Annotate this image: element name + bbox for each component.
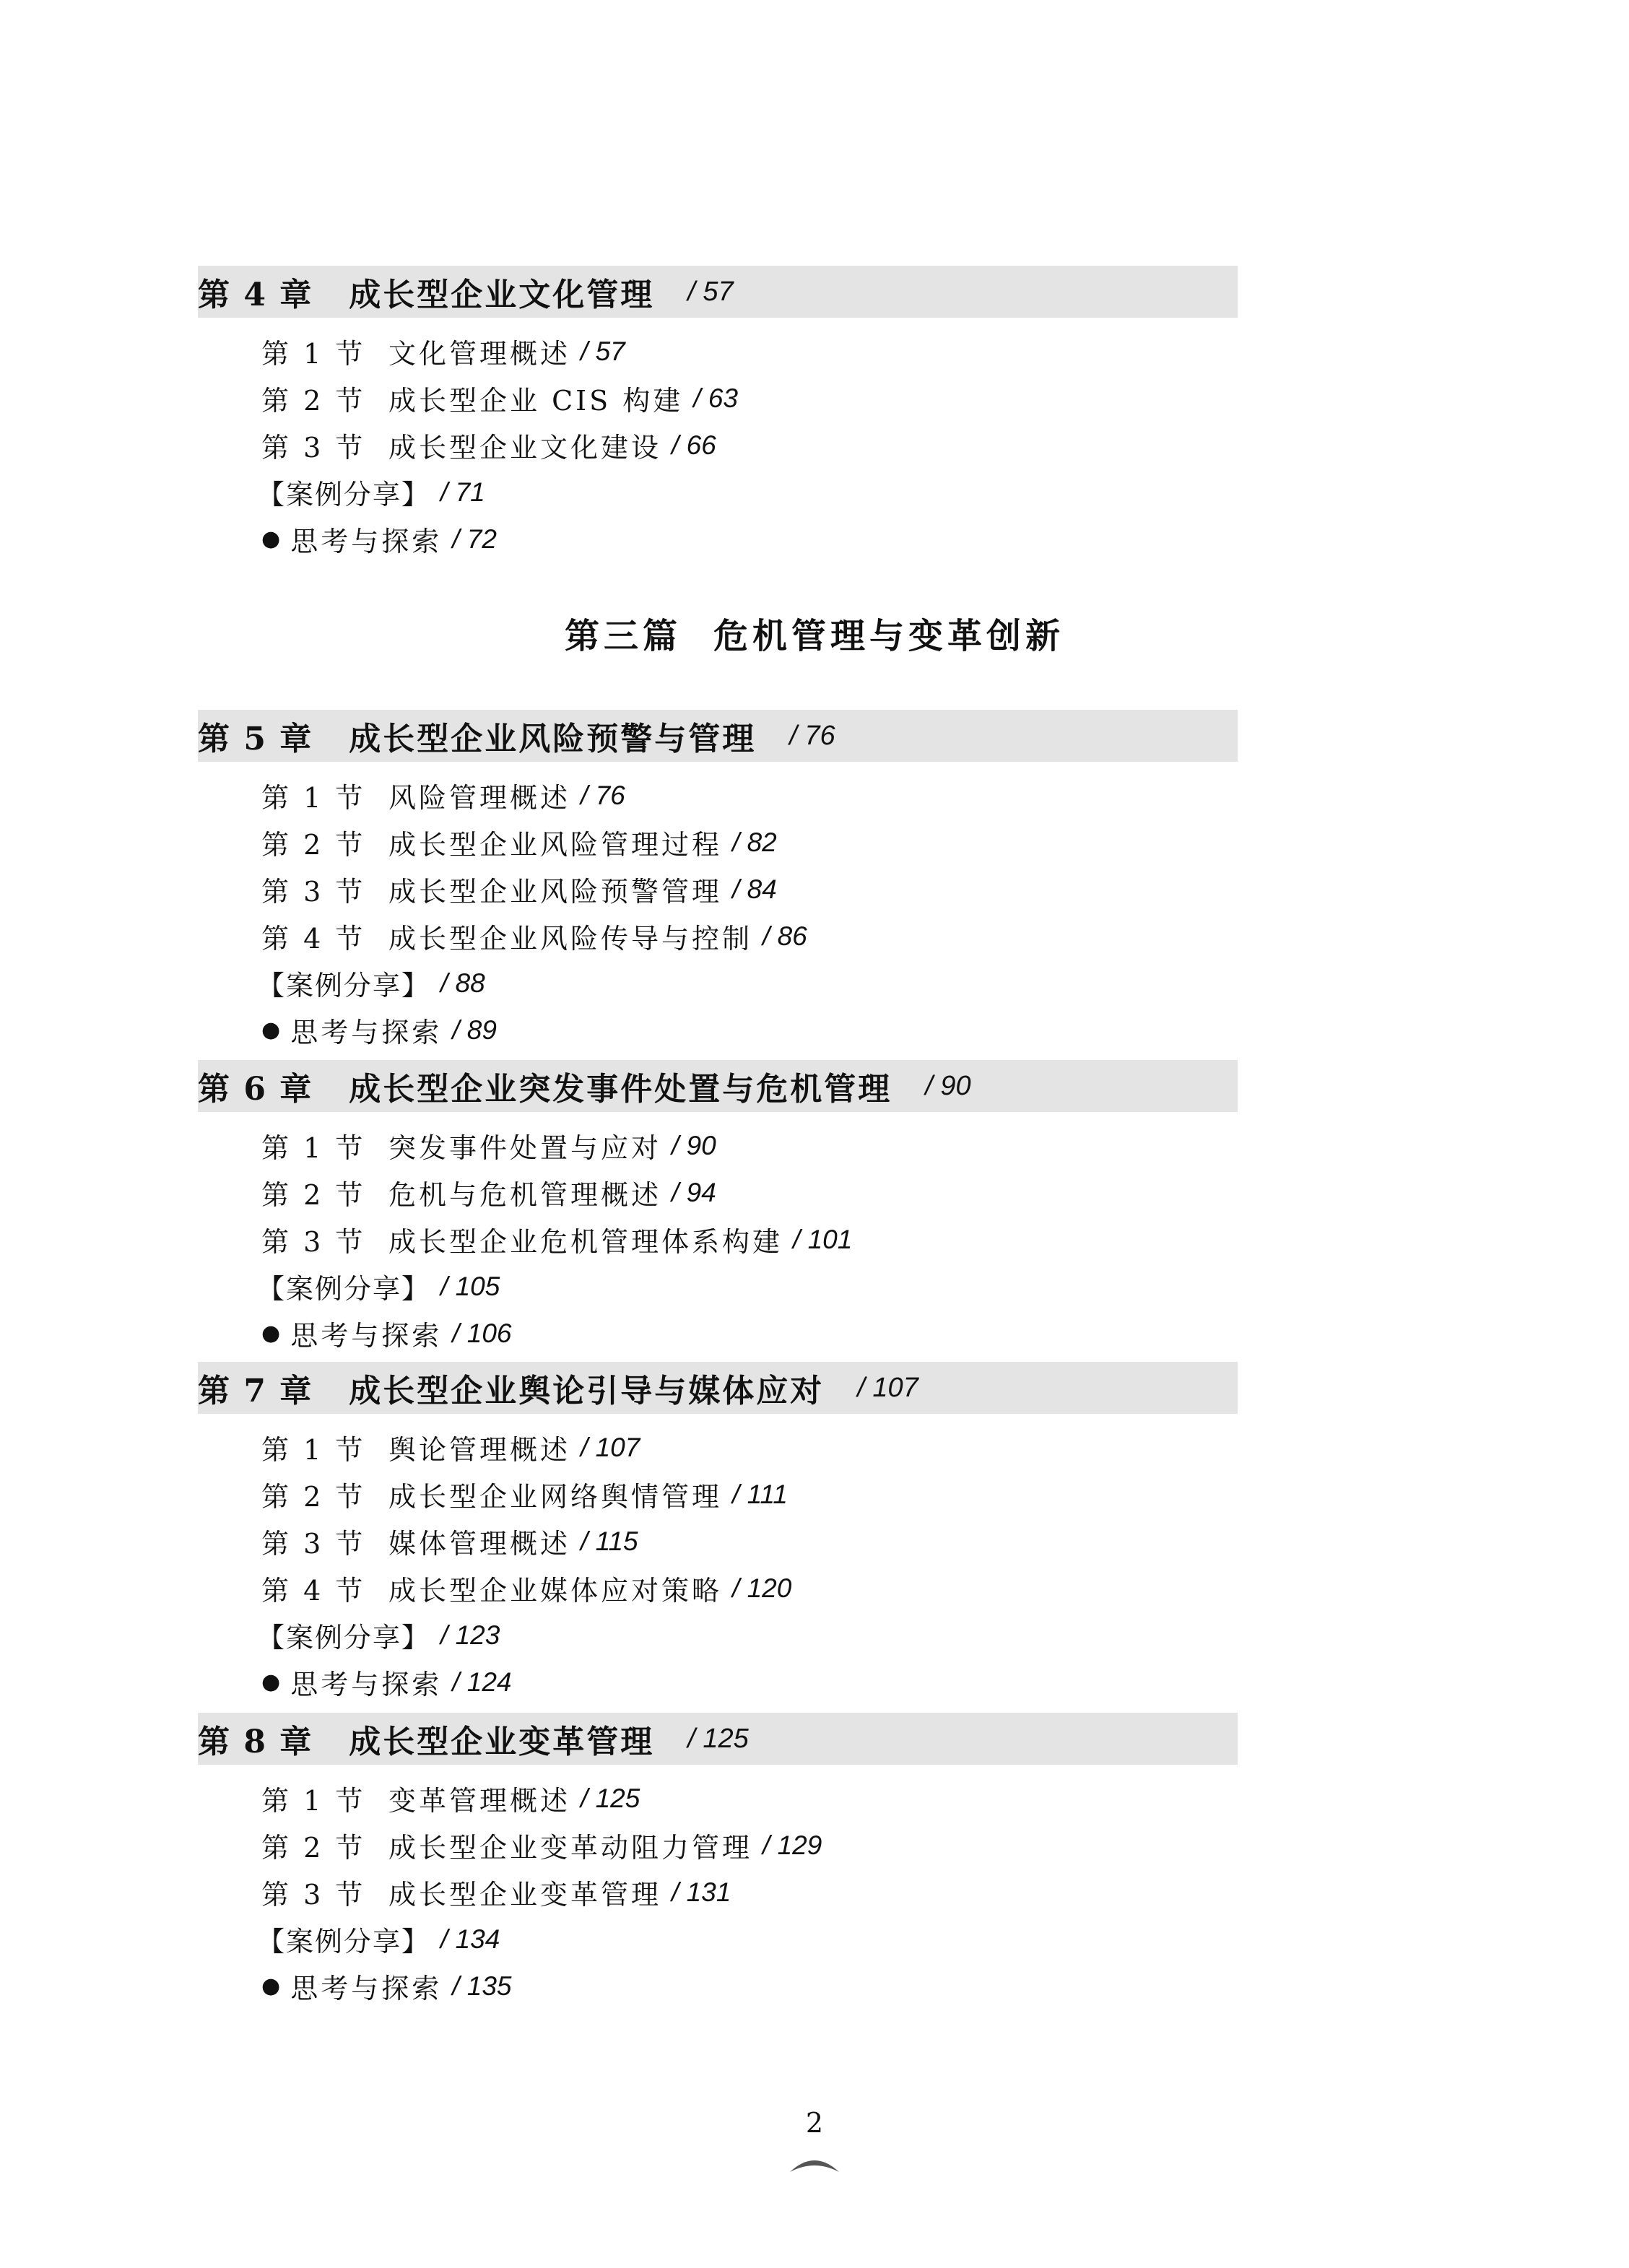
section-page-ref: / 57: [581, 336, 625, 366]
section-entry[interactable]: [0, 866, 1629, 913]
think-explore-page-ref: / 72: [452, 523, 497, 554]
chapter-page-ref: / 107: [857, 1372, 918, 1403]
section-entry[interactable]: [0, 1169, 1629, 1216]
chapter-title: 成长型企业突发事件处置与危机管理: [349, 1071, 892, 1108]
section-entry[interactable]: [0, 1565, 1629, 1612]
section-page-ref: / 90: [672, 1130, 716, 1160]
chapter-8-block: [0, 1713, 1629, 2010]
section-page-ref: / 125: [581, 1783, 640, 1813]
section-entry[interactable]: [0, 772, 1629, 819]
think-explore-page-ref: / 89: [452, 1014, 497, 1045]
case-share-label: 【案例分享】: [257, 1273, 431, 1305]
bullet-icon: ●: [261, 1321, 281, 1346]
section-title: 媒体管理概述: [388, 1528, 571, 1560]
section-title: 文化管理概述: [388, 338, 571, 370]
section-entry[interactable]: [0, 375, 1629, 422]
section-number: 第 3 节: [261, 432, 366, 464]
section-page-ref: / 76: [581, 780, 625, 810]
section-entry[interactable]: [0, 328, 1629, 375]
section-entry[interactable]: [0, 1471, 1629, 1518]
section-number: 第 3 节: [261, 1226, 366, 1258]
part-title: [0, 608, 1629, 658]
section-title: 成长型企业文化建设: [388, 432, 662, 464]
part-label: 第三篇: [564, 616, 682, 656]
chapter-number: 第 4 章: [198, 277, 313, 313]
case-share-entry[interactable]: [0, 960, 1629, 1007]
think-explore-page-ref: / 135: [452, 1971, 512, 2001]
case-share-page-ref: / 71: [440, 477, 485, 507]
chapter-page-ref: / 76: [789, 720, 835, 751]
think-explore-entry[interactable]: [0, 1310, 1629, 1357]
section-page-ref: / 84: [732, 874, 777, 904]
section-title: 突发事件处置与应对: [388, 1132, 662, 1164]
case-share-page-ref: / 105: [440, 1271, 500, 1301]
bullet-icon: ●: [261, 1973, 281, 1999]
section-title: 成长型企业风险管理过程: [388, 829, 723, 861]
case-share-entry[interactable]: [0, 1263, 1629, 1310]
section-entry[interactable]: [0, 1775, 1629, 1822]
think-explore-label: 思考与探索: [290, 1973, 443, 2004]
case-share-page-ref: / 123: [440, 1620, 500, 1650]
think-explore-entry[interactable]: [0, 516, 1629, 562]
section-number: 第 2 节: [261, 829, 366, 861]
bullet-icon: ●: [261, 526, 281, 552]
section-page-ref: / 129: [763, 1830, 822, 1860]
chapter-number: 第 5 章: [198, 721, 313, 757]
section-number: 第 4 节: [261, 1575, 366, 1607]
chapter-number: 第 7 章: [198, 1373, 313, 1409]
section-page-ref: / 115: [581, 1526, 638, 1556]
bullet-icon: ●: [261, 1017, 281, 1043]
section-number: 第 1 节: [261, 1434, 366, 1466]
chapter-heading[interactable]: [198, 1362, 1238, 1414]
case-share-label: 【案例分享】: [257, 970, 431, 1002]
case-share-entry[interactable]: [0, 1612, 1629, 1659]
section-number: 第 2 节: [261, 1832, 366, 1864]
section-title: 成长型企业网络舆情管理: [388, 1481, 723, 1513]
think-explore-page-ref: / 106: [452, 1318, 512, 1348]
section-entry[interactable]: [0, 819, 1629, 866]
case-share-page-ref: / 88: [440, 968, 485, 998]
chapter-title: 成长型企业文化管理: [349, 277, 655, 313]
section-page-ref: / 120: [732, 1573, 792, 1603]
section-title: 成长型企业风险传导与控制: [388, 923, 753, 955]
case-share-label: 【案例分享】: [257, 1926, 431, 1958]
think-explore-entry[interactable]: [0, 1659, 1629, 1706]
section-title: 危机与危机管理概述: [388, 1179, 662, 1211]
section-page-ref: / 101: [793, 1224, 853, 1254]
case-share-entry[interactable]: [0, 1916, 1629, 1963]
bullet-icon: ●: [261, 1669, 281, 1695]
section-number: 第 1 节: [261, 1132, 366, 1164]
section-page-ref: / 66: [672, 430, 716, 460]
case-share-label: 【案例分享】: [257, 479, 431, 510]
page-arc-decoration-icon: [786, 2147, 843, 2176]
section-number: 第 3 节: [261, 1528, 366, 1560]
think-explore-page-ref: / 124: [452, 1667, 512, 1697]
section-entry[interactable]: [0, 1518, 1629, 1565]
section-title: 成长型企业风险预警管理: [388, 876, 723, 908]
section-number: 第 2 节: [261, 385, 366, 417]
section-entry[interactable]: [0, 1424, 1629, 1471]
section-number: 第 1 节: [261, 1785, 366, 1817]
section-title: 成长型企业变革管理: [388, 1879, 662, 1911]
section-title: 成长型企业变革动阻力管理: [388, 1832, 753, 1864]
chapter-page-ref: / 125: [687, 1723, 749, 1754]
section-entry[interactable]: [0, 1216, 1629, 1263]
section-number: 第 1 节: [261, 782, 366, 814]
section-entry[interactable]: [0, 1822, 1629, 1869]
section-page-ref: / 86: [763, 921, 807, 951]
section-number: 第 3 节: [261, 1879, 366, 1911]
chapter-5-block: [0, 710, 1629, 1053]
chapter-heading[interactable]: [198, 1060, 1238, 1112]
section-number: 第 2 节: [261, 1179, 366, 1211]
section-title: 风险管理概述: [388, 782, 571, 814]
think-explore-label: 思考与探索: [290, 1320, 443, 1352]
chapter-title: 成长型企业变革管理: [349, 1724, 655, 1760]
chapter-heading[interactable]: [198, 1713, 1238, 1765]
section-title: 舆论管理概述: [388, 1434, 571, 1466]
section-page-ref: / 63: [693, 383, 738, 413]
think-explore-label: 思考与探索: [290, 1017, 443, 1048]
chapter-heading[interactable]: [198, 710, 1238, 762]
section-number: 第 1 节: [261, 338, 366, 370]
case-share-label: 【案例分享】: [257, 1622, 431, 1654]
think-explore-entry[interactable]: [0, 1963, 1629, 2010]
chapter-6-block: [0, 1060, 1629, 1357]
section-title: 成长型企业媒体应对策略: [388, 1575, 723, 1607]
think-explore-label: 思考与探索: [290, 1669, 443, 1700]
case-share-page-ref: / 134: [440, 1924, 500, 1954]
section-entry[interactable]: [0, 913, 1629, 960]
section-page-ref: / 111: [732, 1479, 788, 1509]
case-share-entry[interactable]: [0, 469, 1629, 516]
chapter-4-block: [0, 266, 1629, 562]
chapter-heading[interactable]: [198, 266, 1238, 318]
section-title: 成长型企业 CIS 构建: [388, 385, 684, 417]
chapter-title: 成长型企业舆论引导与媒体应对: [349, 1373, 825, 1409]
section-title: 变革管理概述: [388, 1785, 571, 1817]
chapter-page-ref: / 90: [925, 1070, 971, 1101]
section-number: 第 2 节: [261, 1481, 366, 1513]
part-name: 危机管理与变革创新: [713, 616, 1065, 656]
section-entry[interactable]: [0, 1869, 1629, 1916]
section-page-ref: / 131: [672, 1877, 731, 1907]
section-page-ref: / 107: [581, 1432, 640, 1462]
chapter-page-ref: / 57: [687, 276, 734, 307]
chapter-number: 第 6 章: [198, 1071, 313, 1108]
chapter-7-block: [0, 1362, 1629, 1706]
page-number: 2: [805, 2107, 824, 2139]
section-entry[interactable]: [0, 422, 1629, 469]
section-number: 第 3 节: [261, 876, 366, 908]
section-page-ref: / 94: [672, 1177, 716, 1207]
section-number: 第 4 节: [261, 923, 366, 955]
think-explore-label: 思考与探索: [290, 526, 443, 557]
chapter-title: 成长型企业风险预警与管理: [349, 721, 757, 757]
think-explore-entry[interactable]: [0, 1007, 1629, 1053]
section-title: 成长型企业危机管理体系构建: [388, 1226, 783, 1258]
chapter-number: 第 8 章: [198, 1724, 313, 1760]
section-page-ref: / 82: [732, 827, 777, 857]
section-entry[interactable]: [0, 1122, 1629, 1169]
